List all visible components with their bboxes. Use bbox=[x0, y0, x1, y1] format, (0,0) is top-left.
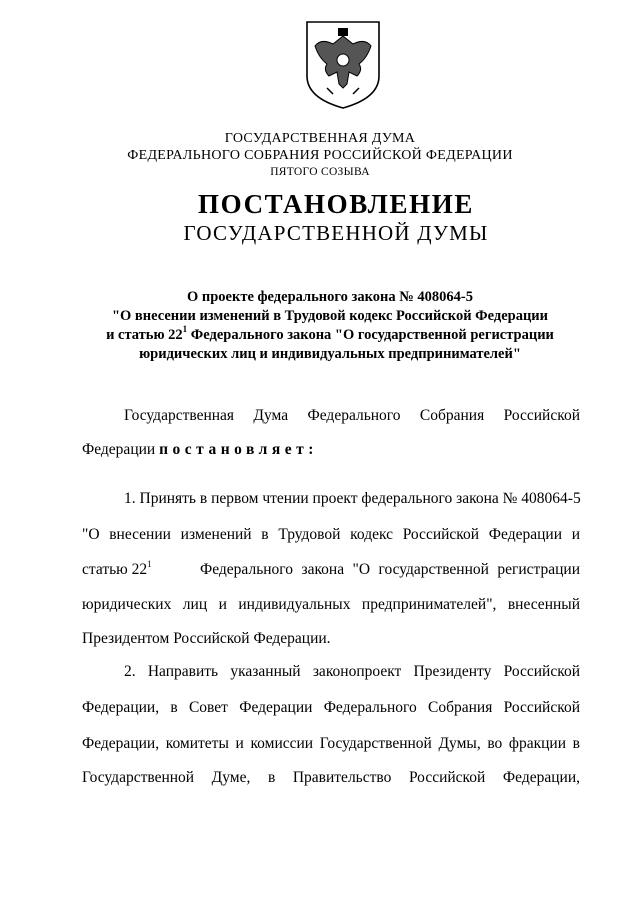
state-emblem-icon bbox=[303, 18, 383, 110]
preamble-federation: Федерации bbox=[82, 441, 160, 458]
subject-line-3b: Федерального закона "О государственной регистрации bbox=[187, 327, 554, 343]
item2-line-3: Федерации, комитеты и комиссии Государственной Думы, во фракции в bbox=[82, 735, 580, 752]
issuer-line-2: ФЕДЕРАЛЬНОГО СОБРАНИЯ РОССИЙСКОЙ ФЕДЕРАЦИИ bbox=[127, 148, 513, 163]
resolution-subject bbox=[80, 288, 580, 364]
item2-line-1: 2. Направить указанный законопроект Президенту Российской bbox=[124, 663, 580, 680]
convocation-line: ПЯТОГО СОЗЫВА bbox=[270, 166, 370, 178]
preamble-resolves: постановляет: bbox=[159, 441, 318, 458]
document-subtitle: ГОСУДАРСТВЕННОЙ ДУМЫ bbox=[183, 221, 489, 245]
item1-article: статью 22 bbox=[82, 561, 148, 578]
document-title: ПОСТАНОВЛЕНИЕ bbox=[198, 189, 474, 219]
item1-line-1: 1. Принять в первом чтении проект федерального закона № 408064-5 bbox=[124, 490, 581, 507]
issuer-line-1: ГОСУДАРСТВЕННАЯ ДУМА bbox=[224, 131, 416, 146]
subject-superscript: 1 bbox=[182, 324, 188, 334]
item2-line-4: Государственной Думе, в Правительство Российской Федерации, bbox=[82, 769, 580, 786]
item1-line-3a bbox=[82, 559, 152, 581]
subject-line-3a: и статью 22 bbox=[106, 327, 183, 343]
item1-line-3 bbox=[82, 559, 580, 581]
subject-line-1: О проекте федерального закона № 408064-5 bbox=[186, 289, 474, 305]
preamble-line-2 bbox=[82, 439, 580, 461]
item1-line-5: Президентом Российской Федерации. bbox=[82, 630, 331, 647]
subject-line-3 bbox=[80, 326, 580, 345]
item1-line-4: юридических лиц и индивидуальных предпринимателей", внесенный bbox=[82, 596, 580, 613]
preamble-line-1: Государственная Дума Федерального Собрания Российской bbox=[124, 407, 580, 424]
item1-superscript: 1 bbox=[147, 559, 152, 569]
item1-line-2: "О внесении изменений в Трудовой кодекс Российской Федерации и bbox=[82, 526, 580, 543]
subject-line-2: "О внесении изменений в Трудовой кодекс Российской Федерации bbox=[111, 308, 549, 324]
item2-line-2: Федерации, в Совет Федерации Федерального Собрания Российской bbox=[82, 699, 580, 716]
item1-line-3b: Федерального закона "О государственной регистрации bbox=[200, 561, 580, 578]
subject-line-4: юридических лиц и индивидуальных предпринимателей" bbox=[139, 346, 521, 362]
